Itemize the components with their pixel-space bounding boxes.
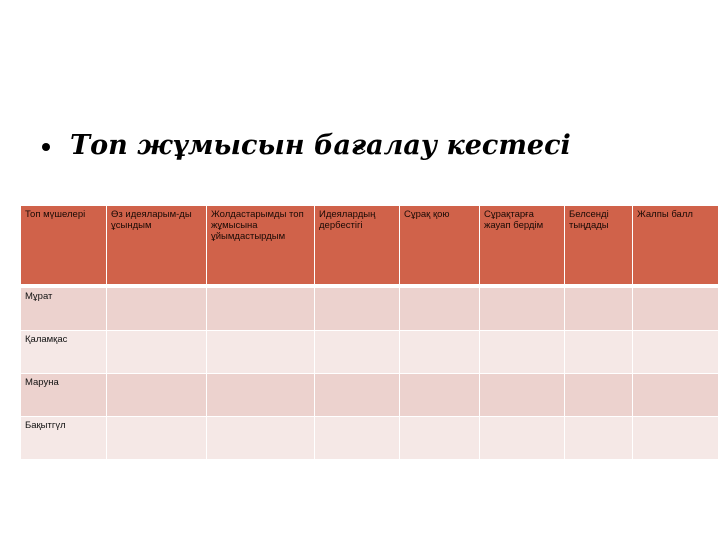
member-name: Қаламқас bbox=[21, 331, 107, 374]
score-cell[interactable] bbox=[400, 374, 480, 417]
header-idea-originality: Идеялардың дербестігі bbox=[315, 206, 400, 287]
slide-title-row bbox=[42, 130, 571, 161]
slide-title: Топ жұмысын бағалау кестесі bbox=[70, 130, 571, 161]
header-organized-team: Жолдастарымды топ жұмысына ұйымдастырдым bbox=[207, 206, 315, 287]
score-cell[interactable] bbox=[565, 331, 633, 374]
member-name: Бақытгүл bbox=[21, 417, 107, 460]
score-cell[interactable] bbox=[315, 417, 400, 460]
header-total-score: Жалпы балл bbox=[633, 206, 719, 287]
score-cell[interactable] bbox=[480, 286, 565, 331]
header-row bbox=[21, 206, 719, 287]
score-cell[interactable] bbox=[633, 417, 719, 460]
header-members: Топ мүшелері bbox=[21, 206, 107, 287]
score-cell[interactable] bbox=[400, 286, 480, 331]
header-asking-questions: Сұрақ қою bbox=[400, 206, 480, 287]
score-cell[interactable] bbox=[107, 331, 207, 374]
score-cell[interactable] bbox=[315, 286, 400, 331]
score-cell[interactable] bbox=[207, 374, 315, 417]
score-cell[interactable] bbox=[315, 374, 400, 417]
score-cell[interactable] bbox=[400, 417, 480, 460]
header-active-listening: Белсенді тыңдады bbox=[565, 206, 633, 287]
score-cell[interactable] bbox=[480, 331, 565, 374]
score-cell[interactable] bbox=[633, 286, 719, 331]
header-own-ideas: Өз идеяларым-ды ұсындым bbox=[107, 206, 207, 287]
score-cell[interactable] bbox=[207, 286, 315, 331]
bullet-icon bbox=[42, 143, 50, 151]
header-answered-questions: Сұрақтарға жауап бердім bbox=[480, 206, 565, 287]
score-cell[interactable] bbox=[107, 374, 207, 417]
score-cell[interactable] bbox=[565, 374, 633, 417]
score-cell[interactable] bbox=[480, 374, 565, 417]
table-row bbox=[21, 286, 719, 331]
table-row bbox=[21, 331, 719, 374]
member-name: Мұрат bbox=[21, 286, 107, 331]
member-name: Маруна bbox=[21, 374, 107, 417]
score-cell[interactable] bbox=[315, 331, 400, 374]
score-cell[interactable] bbox=[633, 374, 719, 417]
score-cell[interactable] bbox=[107, 286, 207, 331]
score-cell[interactable] bbox=[400, 331, 480, 374]
table-row bbox=[21, 374, 719, 417]
score-cell[interactable] bbox=[565, 286, 633, 331]
score-cell[interactable] bbox=[207, 417, 315, 460]
evaluation-table bbox=[20, 205, 719, 460]
score-cell[interactable] bbox=[207, 331, 315, 374]
score-cell[interactable] bbox=[107, 417, 207, 460]
table-row bbox=[21, 417, 719, 460]
score-cell[interactable] bbox=[480, 417, 565, 460]
score-cell[interactable] bbox=[633, 331, 719, 374]
score-cell[interactable] bbox=[565, 417, 633, 460]
